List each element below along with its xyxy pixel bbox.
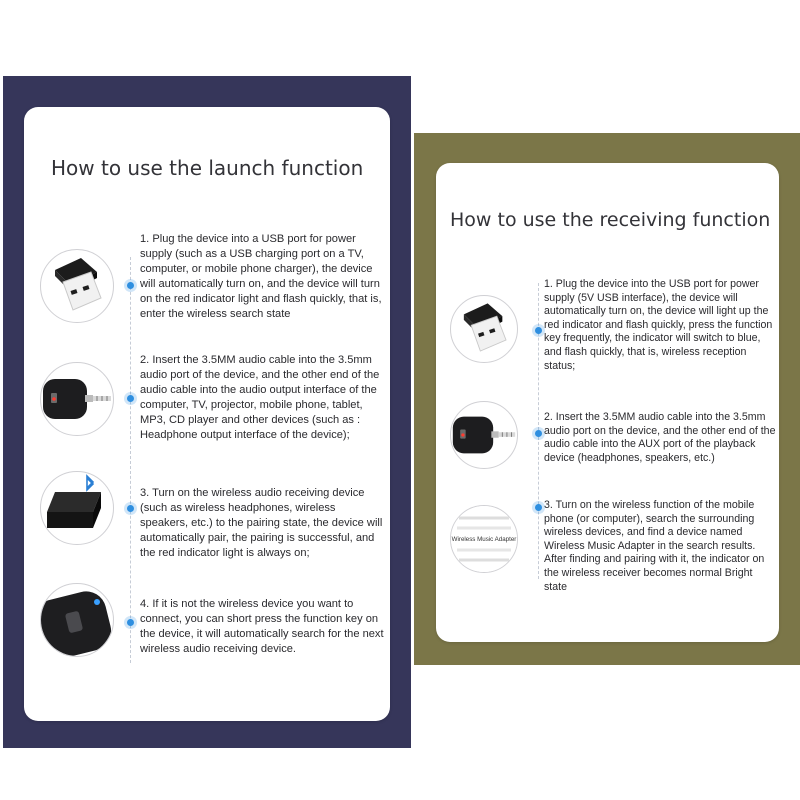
launch-step-2-text: 2. Insert the 3.5MM audio cable into the 3.5mm audio port of the device, and the other end of the audio cable into the audio output interface of the computer, TV, projector, mobile phone, tablet, MP3, CD player and other devices (such as : Headphone output interface of the device); [140,354,380,441]
launch-step-1-text: 1. Plug the device into a USB port for power supply (such as a USB charging port on a TV, computer, or mobile phone charger), the device will automatically turn on, and the device will turn on the red indicator light and flash quickly, that is, enter the wireless search state [140,233,382,320]
launch-step-4-text: 4. If it is not the wireless device you want to connect, you can short press the function key on the device, it will automatically search for the next wireless audio receiving device. [140,598,384,655]
audio-jack-icon [450,401,518,469]
usb-adapter-icon [450,295,518,363]
timeline-dot [127,505,134,512]
launch-step-3-text: 3. Turn on the wireless audio receiving device (such as wireless headphones, wireless speakers, etc.) to the pairing state, the device will automatically pair, the pairing is successful, and the red indicator light is always on; [140,487,383,559]
function-key-icon [40,583,114,657]
timeline-dot [127,282,134,289]
timeline-dot [127,395,134,402]
launch-title: How to use the launch function [51,156,364,180]
timeline-dot [535,430,542,437]
launch-instructions-card [24,107,390,721]
audio-jack-icon [40,362,114,436]
bluetooth-speaker-icon [40,471,114,545]
receiving-step-3-text: 3. Turn on the wireless function of the mobile phone (or computer), search the surrounding wireless devices, and find a device named Wireless Music Adapter in the search results. After finding and pairing with it, the indicator on the wireless receiver becomes normal Bright state [544,499,765,593]
device-name-caption: Wireless Music Adapter [451,536,517,543]
device-name-icon [450,505,518,573]
receiving-step-1-text: 1. Plug the device into the USB port for power supply (5V USB interface), the device will automatically turn on, the device will light up the red indicator and flash quickly, press the function key frequently, the indicator will switch to blue, and flash quickly, that is, wireless reception status; [544,278,773,372]
receiving-instructions-card [436,163,779,642]
receiving-title: How to use the receiving function [450,209,771,231]
usb-adapter-icon [40,249,114,323]
receiving-step-2-text: 2. Insert the 3.5MM audio cable into the 3.5mm audio port on the device, and the other end of the audio cable into the AUX port of the playback device (headphones, speakers, etc.) [544,411,776,464]
timeline-dot [535,327,542,334]
timeline-dot [127,619,134,626]
launch-timeline [130,257,131,663]
timeline-dot [535,504,542,511]
